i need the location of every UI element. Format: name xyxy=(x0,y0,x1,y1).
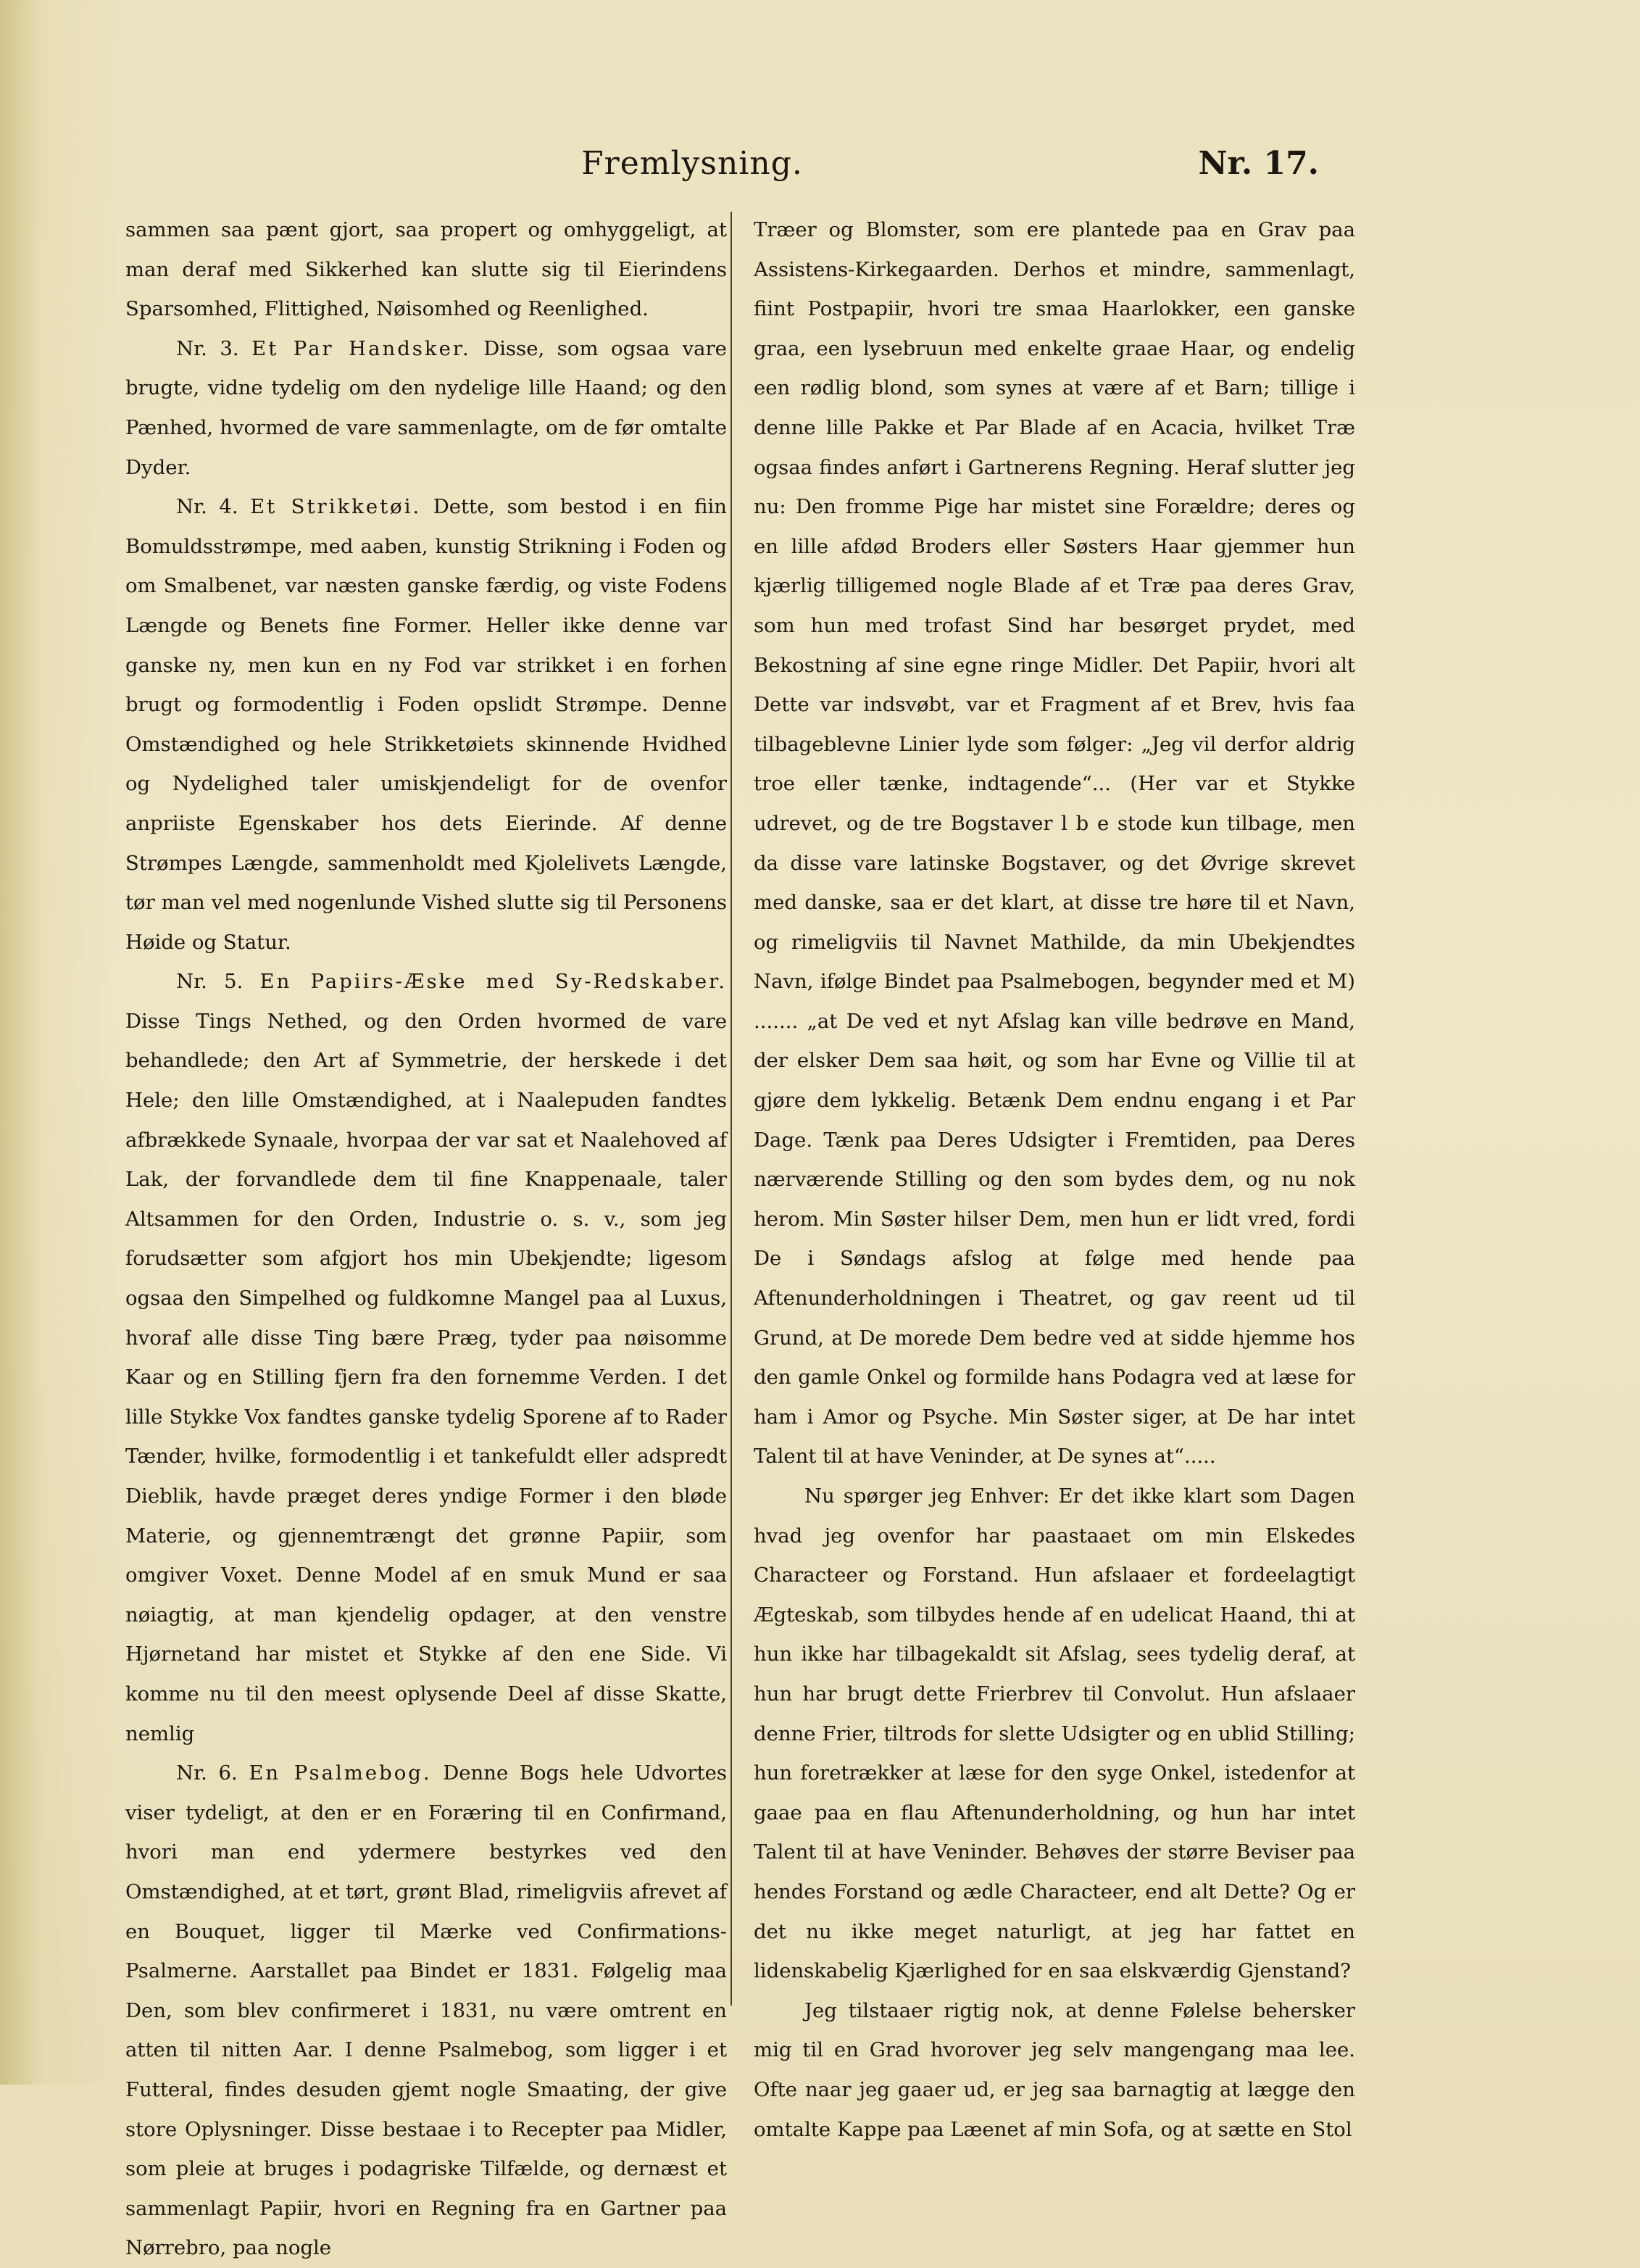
item-title: En Psalmebog. xyxy=(249,1761,432,1785)
item-title: Et Strikketøi. xyxy=(250,495,422,519)
item-text: Disse Tings Nethed, og den Orden hvormed de vare behandlede; den Art af Symmetrie, der herskede i det Hele; den lille Omstændighed, at i Naalepuden fandtes afbrækkede Synaale, hvorpaa der var sat et Naalehoved af Lak, der forvandlede dem til fine Knappenaale, taler Altsammen for den Orden, Industrie o. s. v., som jeg forudsætter som afgjort hos min Ubekjendte; ligesom ogsaa den Simpelhed og fuldkomne Mangel paa al Luxus, hvoraf alle disse Ting bære Præg, tyder paa nøisomme Kaar og en Stilling fjern fra den fornemme Verden. I det lille Stykke Vox fandtes ganske tydelig Sporene af to Rader Tænder, hvilke, formodentlig i et tankefuldt eller adspredt Dieblik, havde præget deres yndige Former i den bløde Materie, og gjennemtrængt det grønne Papiir, som omgiver Voxet. Denne Model af en smuk Mund er saa nøiagtig, at man kjendelig opdager, at den venstre Hjørnetand har mistet et Stykke af den ene Side. Vi komme nu til den meest oplysende Deel af disse Skatte, nemlig xyxy=(125,1009,727,1745)
paragraph-continuation: Træer og Blomster, som ere plantede paa en Grav paa Assistens-Kirkegaarden. Derhos et mindre, sammenlagt, fiint Postpapiir, hvori tre smaa Haarlokker, een ganske graa, een lysebruun med enkelte graae Haar, og endelig een rødlig blond, som synes at være af et Barn; tillige i denne lille Pakke et Par Blade af en Acacia, hvilket Træ ogsaa findes anført i Gartnerens Regning. Heraf slutter jeg nu: Den fromme Pige har mistet sine Forældre; deres og en lille afdød Broders eller Søsters Haar gjemmer hun kjærlig tilligemed nogle Blade af et Træ paa deres Grav, som hun med trofast Sind har besørget prydet, med Bekostning af sine egne ringe Midler. Det Papiir, hvori alt Dette var indsvøbt, var et Fragment af et Brev, hvis faa tilbageblevne Linier lyde som følger: „Jeg vil derfor aldrig troe eller tænke, indtagende“... (Her var et Stykke udrevet, og de tre Bogstaver l b e stode kun tilbage, men da disse vare latinske Bogstaver, og det Øvrige skrevet med danske, saa er det klart, at disse tre høre til et Navn, og rimeligviis til Navnet Mathilde, da min Ubekjendtes Navn, ifølge Bindet paa Psalmebogen, begynder med et M) ....... „at De ved et nyt Afslag kan ville bedrøve en Mand, der elsker Dem saa høit, og som har Evne og Villie til at gjøre dem lykkelig. Betænk Dem endnu engang i et Par Dage. Tænk paa Deres Udsigter i Fremtiden, paa Deres nærværende Stilling og den som bydes dem, og nu nok herom. Min Søster hilser Dem, men hun er lidt vred, fordi De i Søndags afslog at følge med hende paa Aftenunderholdningen i Theatret, og gav reent ud til Grund, at De morede Dem bedre ved at sidde hjemme hos den gamle Onkel og formilde hans Podagra ved at læse for ham i Amor og Psyche. Min Søster siger, at De har intet Talent til at have Veninder, at De synes at“..... xyxy=(754,218,1355,1469)
paragraph-continuation: sammen saa pænt gjort, saa propert og omhyggeligt, at man deraf med Sikkerhed kan slutte sig til Eierindens Sparsomhed, Flittighed, Nøisomhed og Reenlighed. xyxy=(125,218,727,321)
running-head xyxy=(123,145,1319,188)
item-number: Nr. 6. xyxy=(176,1761,238,1785)
item-nr6 xyxy=(125,1753,727,2268)
item-title: Et Par Handsker. xyxy=(251,336,471,360)
running-title: Fremlysning. xyxy=(581,145,803,182)
item-number: Nr. 5. xyxy=(176,970,243,994)
item-text: Denne Bogs hele Udvortes viser tydeligt, at den er en Foræring til en Confirmand, hvori man end ydermere bestyrkes ved den Omstændighed, at et tørt, grønt Blad, rimeligviis afrevet af en Bouquet, ligger til Mærke ved Confirmations-Psalmerne. Aarstallet paa Bindet er 1831. Følgelig maa Den, som blev confirmeret i 1831, nu være omtrent en atten til nitten Aar. I denne Psalmebog, som ligger i et Futteral, findes desuden gjemt nogle Smaating, der give store Oplysninger. Disse bestaae i to Recepter paa Midler, som pleie at bruges i podagriske Tilfælde, og dernæst et sammenlagt Papiir, hvori en Regning fra en Gartner paa Nørrebro, paa nogle xyxy=(125,1761,727,2260)
item-title: En Papiirs-Æske med Sy-Redskaber. xyxy=(259,970,727,994)
item-text: Disse, som ogsaa vare brugte, vidne tydelig om den nydelige lille Haand; og den Pænhed, hvormed de vare sammenlagte, om de før omtalte Dyder. xyxy=(125,336,727,479)
column-divider xyxy=(730,212,732,2006)
paragraph: Jeg tilstaaer rigtig nok, at denne Følelse behersker mig til en Grad hvorover jeg selv mangengang maa lee. Ofte naar jeg gaaer ud, er jeg saa barnagtig at lægge den omtalte Kappe paa Læenet af min Sofa, og at sætte en Stol xyxy=(754,1998,1355,2141)
item-nr4 xyxy=(125,487,727,962)
item-nr3 xyxy=(125,329,727,487)
left-column xyxy=(125,210,727,2268)
right-column xyxy=(754,210,1355,2149)
item-number: Nr. 4. xyxy=(176,495,238,519)
item-text: Dette, som bestod i en fiin Bomuldsstrømpe, med aaben, kunstig Strikning i Foden og om Smalbenet, var næsten ganske færdig, og viste Fodens Længde og Benets fine Former. Heller ikke denne var ganske ny, men kun en ny Fod var strikket i en forhen brugt og formodentlig i Foden opslidt Strømpe. Denne Omstændighed og hele Strikketøiets skinnende Hvidhed og Nydelighed taler umiskjendeligt for de ovenfor anpriiste Egenskaber hos dets Eierinde. Af denne Strømpes Længde, sammenholdt med Kjolelivets Længde, tør man vel med nogenlunde Vished slutte sig til Personens Høide og Statur. xyxy=(125,495,727,954)
item-nr5 xyxy=(125,962,727,1753)
paragraph: Nu spørger jeg Enhver: Er det ikke klart som Dagen hvad jeg ovenfor har paastaaet om min Elskedes Characteer og Forstand. Hun afslaaer et fordeelagtigt Ægteskab, som tilbydes hende af en udelicat Haand, thi at hun ikke har tilbagekaldt sit Afslag, sees tydelig deraf, at hun har brugt dette Frierbrev til Convolut. Hun afslaaer denne Frier, tiltrods for slette Udsigter og en ublid Stilling; hun foretrækker at læse for den syge Onkel, istedenfor at gaae paa en flau Aftenunderholdning, og hun har intet Talent til at have Veninder. Behøves der større Beviser paa hendes Forstand og ædle Characteer, end alt Dette? Og er det nu ikke meget naturligt, at jeg har fattet en lidenskabelig Kjærlighed for en saa elskværdig Gjenstand? xyxy=(754,1484,1355,1983)
issue-number: Nr. 17. xyxy=(1198,145,1319,182)
item-number: Nr. 3. xyxy=(176,336,239,360)
